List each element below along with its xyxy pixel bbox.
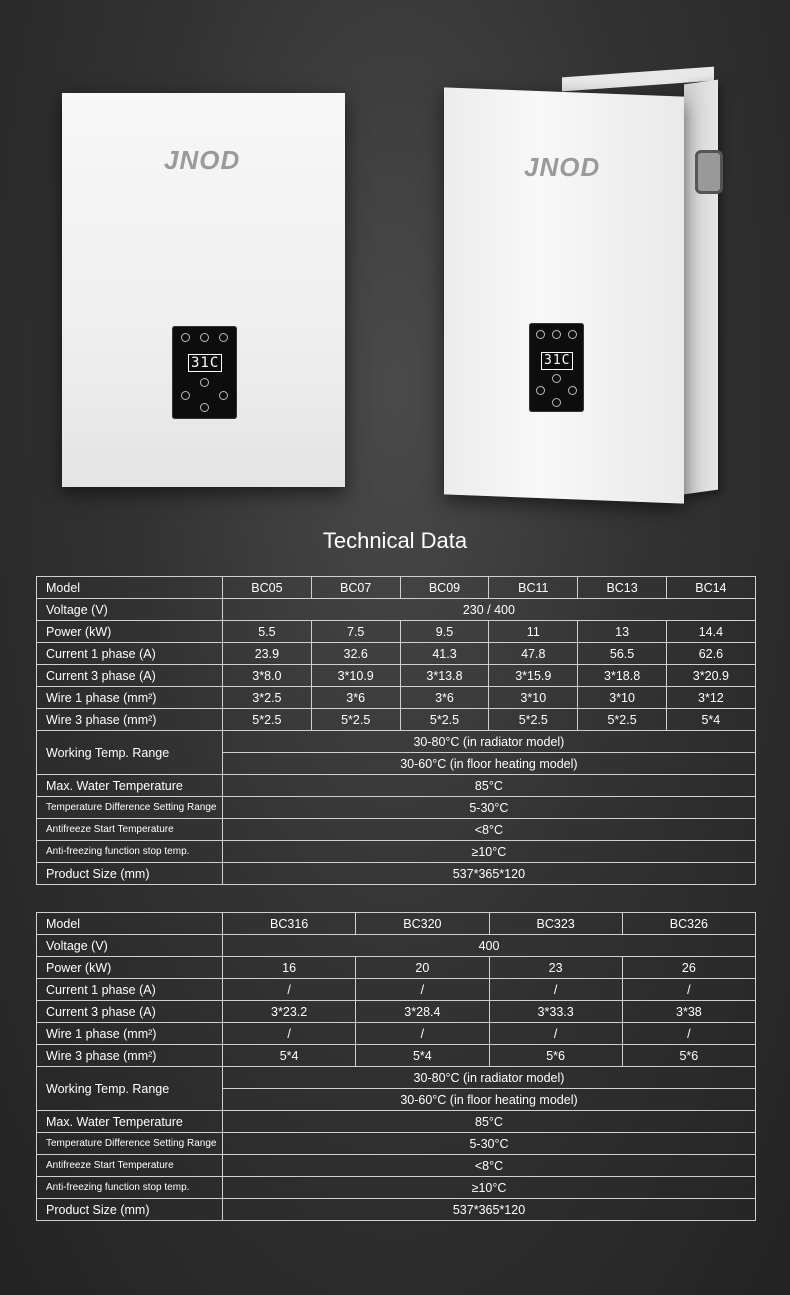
power-icon xyxy=(200,378,209,387)
value-cell: / xyxy=(223,979,356,1001)
value-cell: 5*6 xyxy=(489,1045,622,1067)
table-row xyxy=(37,577,756,599)
row-label: Wire 1 phase (mm²) xyxy=(37,1023,223,1045)
value-cell: / xyxy=(489,979,622,1001)
table-row xyxy=(37,1023,756,1045)
table-row xyxy=(37,797,756,819)
value-cell: 3*33.3 xyxy=(489,1001,622,1023)
model-cell: BC326 xyxy=(622,913,755,935)
table-row xyxy=(37,935,756,957)
heater-side xyxy=(684,80,718,495)
value-cell: 5.5 xyxy=(223,621,312,643)
heater-angled-image xyxy=(444,87,684,503)
table-row xyxy=(37,1067,756,1089)
table-row xyxy=(37,1111,756,1133)
row-label: Working Temp. Range xyxy=(37,1067,223,1111)
value-cell: 5*4 xyxy=(356,1045,489,1067)
model-cell: BC11 xyxy=(489,577,578,599)
row-label: Current 3 phase (A) xyxy=(37,1001,223,1023)
value-cell: 3*15.9 xyxy=(489,665,578,687)
row-label: Current 1 phase (A) xyxy=(37,979,223,1001)
value-cell: 56.5 xyxy=(578,643,667,665)
mode-icon xyxy=(536,330,545,339)
value-cell: 62.6 xyxy=(666,643,755,665)
value-cell: 85°C xyxy=(223,1111,756,1133)
mode-icon xyxy=(181,333,190,342)
value-cell: 400 xyxy=(223,935,756,957)
table-row xyxy=(37,863,756,885)
value-cell: / xyxy=(622,979,755,1001)
wifi-icon xyxy=(568,330,577,339)
value-cell: 7.5 xyxy=(311,621,400,643)
table-row xyxy=(37,1045,756,1067)
value-cell: 23 xyxy=(489,957,622,979)
value-cell: 5-30°C xyxy=(223,1133,756,1155)
heat-icon xyxy=(200,333,209,342)
row-label: Power (kW) xyxy=(37,621,223,643)
value-cell: 30-80°C (in radiator model) xyxy=(223,1067,756,1089)
value-cell: <8°C xyxy=(223,819,756,841)
value-cell: 3*2.5 xyxy=(223,687,312,709)
value-cell: 3*10.9 xyxy=(311,665,400,687)
value-cell: 5*4 xyxy=(666,709,755,731)
row-label: Max. Water Temperature xyxy=(37,1111,223,1133)
row-label: Wire 3 phase (mm²) xyxy=(37,1045,223,1067)
value-cell: 41.3 xyxy=(400,643,489,665)
value-cell: 3*23.2 xyxy=(223,1001,356,1023)
value-cell: 20 xyxy=(356,957,489,979)
row-label: Power (kW) xyxy=(37,957,223,979)
plus-icon xyxy=(181,391,190,400)
value-cell: 5*6 xyxy=(622,1045,755,1067)
value-cell: 85°C xyxy=(223,775,756,797)
table-row xyxy=(37,819,756,841)
value-cell: / xyxy=(223,1023,356,1045)
row-label: Wire 1 phase (mm²) xyxy=(37,687,223,709)
table-row xyxy=(37,621,756,643)
model-cell: BC323 xyxy=(489,913,622,935)
table-row xyxy=(37,731,756,753)
value-cell: 3*10 xyxy=(578,687,667,709)
value-cell: 230 / 400 xyxy=(223,599,756,621)
row-label: Temperature Difference Setting Range xyxy=(37,797,223,819)
temperature-display: 31C xyxy=(541,352,573,370)
table-row xyxy=(37,1177,756,1199)
row-label: Voltage (V) xyxy=(37,599,223,621)
model-cell: BC09 xyxy=(400,577,489,599)
row-label: Product Size (mm) xyxy=(37,1199,223,1221)
row-label: Current 3 phase (A) xyxy=(37,665,223,687)
row-label: Working Temp. Range xyxy=(37,731,223,775)
value-cell: 5*2.5 xyxy=(311,709,400,731)
value-cell: 3*10 xyxy=(489,687,578,709)
value-cell: 5*2.5 xyxy=(223,709,312,731)
value-cell: 30-60°C (in floor heating model) xyxy=(223,753,756,775)
table-row xyxy=(37,1199,756,1221)
temperature-display: 31C xyxy=(188,354,222,372)
value-cell: / xyxy=(489,1023,622,1045)
value-cell: 3*6 xyxy=(400,687,489,709)
value-cell: ≥10°C xyxy=(223,841,756,863)
table-row xyxy=(37,1001,756,1023)
table-row xyxy=(37,709,756,731)
row-label: Product Size (mm) xyxy=(37,863,223,885)
table-row xyxy=(37,665,756,687)
value-cell: / xyxy=(622,1023,755,1045)
menu-icon xyxy=(200,403,209,412)
table-row xyxy=(37,1133,756,1155)
row-label: Current 1 phase (A) xyxy=(37,643,223,665)
spec-table-1 xyxy=(36,576,756,885)
table-row xyxy=(37,957,756,979)
plus-icon xyxy=(536,386,545,395)
model-cell: BC316 xyxy=(223,913,356,935)
value-cell: 3*18.8 xyxy=(578,665,667,687)
table-row xyxy=(37,775,756,797)
row-label: Anti-freezing function stop temp. xyxy=(37,1177,223,1199)
value-cell: 3*8.0 xyxy=(223,665,312,687)
row-label: Antifreeze Start Temperature xyxy=(37,819,223,841)
value-cell: 11 xyxy=(489,621,578,643)
brand-logo-2: JNOD xyxy=(524,152,601,182)
value-cell: 5-30°C xyxy=(223,797,756,819)
value-cell: 3*28.4 xyxy=(356,1001,489,1023)
value-cell: 3*6 xyxy=(311,687,400,709)
row-label: Max. Water Temperature xyxy=(37,775,223,797)
brand-logo: JNOD xyxy=(164,145,241,175)
value-cell: 5*4 xyxy=(223,1045,356,1067)
pipe-clip xyxy=(695,150,723,194)
row-label: Wire 3 phase (mm²) xyxy=(37,709,223,731)
value-cell: 3*38 xyxy=(622,1001,755,1023)
wifi-icon xyxy=(219,333,228,342)
menu-icon xyxy=(552,398,561,407)
table-row xyxy=(37,599,756,621)
value-cell: 3*13.8 xyxy=(400,665,489,687)
control-panel xyxy=(172,326,237,419)
value-cell: 537*365*120 xyxy=(223,1199,756,1221)
model-cell: BC320 xyxy=(356,913,489,935)
value-cell: 5*2.5 xyxy=(578,709,667,731)
table-row xyxy=(37,1155,756,1177)
table-row xyxy=(37,913,756,935)
power-icon xyxy=(552,374,561,383)
value-cell: 30-60°C (in floor heating model) xyxy=(223,1089,756,1111)
value-cell: 537*365*120 xyxy=(223,863,756,885)
model-cell: BC14 xyxy=(666,577,755,599)
value-cell: 26 xyxy=(622,957,755,979)
row-label: Model xyxy=(37,913,223,935)
minus-icon xyxy=(568,386,577,395)
section-title: Technical Data xyxy=(322,528,468,553)
value-cell: 5*2.5 xyxy=(400,709,489,731)
heat-icon xyxy=(552,330,561,339)
row-label: Model xyxy=(37,577,223,599)
value-cell: 13 xyxy=(578,621,667,643)
spec-table-2 xyxy=(36,912,756,1221)
row-label: Anti-freezing function stop temp. xyxy=(37,841,223,863)
table-row xyxy=(37,841,756,863)
table-row xyxy=(37,643,756,665)
model-cell: BC13 xyxy=(578,577,667,599)
row-label: Voltage (V) xyxy=(37,935,223,957)
value-cell: <8°C xyxy=(223,1155,756,1177)
value-cell: 16 xyxy=(223,957,356,979)
value-cell: / xyxy=(356,979,489,1001)
value-cell: 30-80°C (in radiator model) xyxy=(223,731,756,753)
value-cell: 14.4 xyxy=(666,621,755,643)
value-cell: 23.9 xyxy=(223,643,312,665)
model-cell: BC07 xyxy=(311,577,400,599)
row-label: Temperature Difference Setting Range xyxy=(37,1133,223,1155)
control-panel-2 xyxy=(529,323,584,412)
value-cell: 32.6 xyxy=(311,643,400,665)
value-cell: 3*20.9 xyxy=(666,665,755,687)
value-cell: / xyxy=(356,1023,489,1045)
table-row xyxy=(37,979,756,1001)
value-cell: 5*2.5 xyxy=(489,709,578,731)
model-cell: BC05 xyxy=(223,577,312,599)
row-label: Antifreeze Start Temperature xyxy=(37,1155,223,1177)
value-cell: ≥10°C xyxy=(223,1177,756,1199)
table-row xyxy=(37,687,756,709)
value-cell: 47.8 xyxy=(489,643,578,665)
minus-icon xyxy=(219,391,228,400)
value-cell: 9.5 xyxy=(400,621,489,643)
value-cell: 3*12 xyxy=(666,687,755,709)
